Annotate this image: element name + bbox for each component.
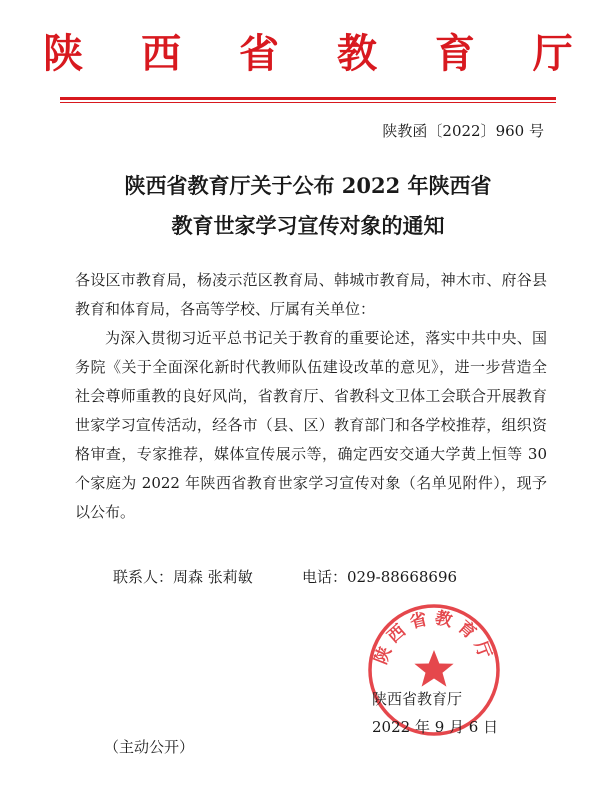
issuer-name: 陕西省教育厅 — [372, 690, 463, 708]
letterhead-title: 陕 西 省 教 育 厅 — [43, 30, 595, 77]
contact-persons: 联系人：周森 张莉敏 — [113, 568, 253, 586]
document-title-line-2: 教育世家学习宣传对象的通知 — [171, 213, 445, 238]
disclosure-mark: （主动公开） — [104, 738, 195, 756]
letterhead-rule-thick — [60, 97, 556, 100]
body-paragraph: 为深入贯彻习近平总书记关于教育的重要论述，落实中共中央、国务院《关于全面深化新时代教师队伍建设改革的意见》，进一步营造全社会尊师重教的良好风尚，省教育厅、省教科文卫体工会联合开展教育世家学习宣传活动，经各市（县、区）教育部门和各学校推荐，组织资格审查，专家推荐，媒体宣传展示等，确定西安交通大学黄上恒等 30 个家庭为 2022 年陕西省教育世家学习宣传对象（名单见附件），现予以公布。 — [75, 329, 547, 521]
document-number: 陕教函〔2022〕960 号 — [382, 122, 544, 140]
seal-text: 陕西省教育厅 — [371, 608, 497, 668]
issue-date: 2022 年 9 月 6 日 — [372, 718, 499, 736]
addressee: 各设区市教育局，杨凌示范区教育局、韩城市教育局，神木市、府谷县教育和体育局，各高等学校、厅属有关单位： — [75, 271, 547, 318]
letterhead-rule-thin — [60, 102, 556, 103]
star-icon — [414, 650, 453, 687]
contact-phone: 电话：029-88668696 — [302, 568, 458, 586]
document-title-line-1: 陕西省教育厅关于公布 2022 年陕西省 — [124, 173, 492, 198]
